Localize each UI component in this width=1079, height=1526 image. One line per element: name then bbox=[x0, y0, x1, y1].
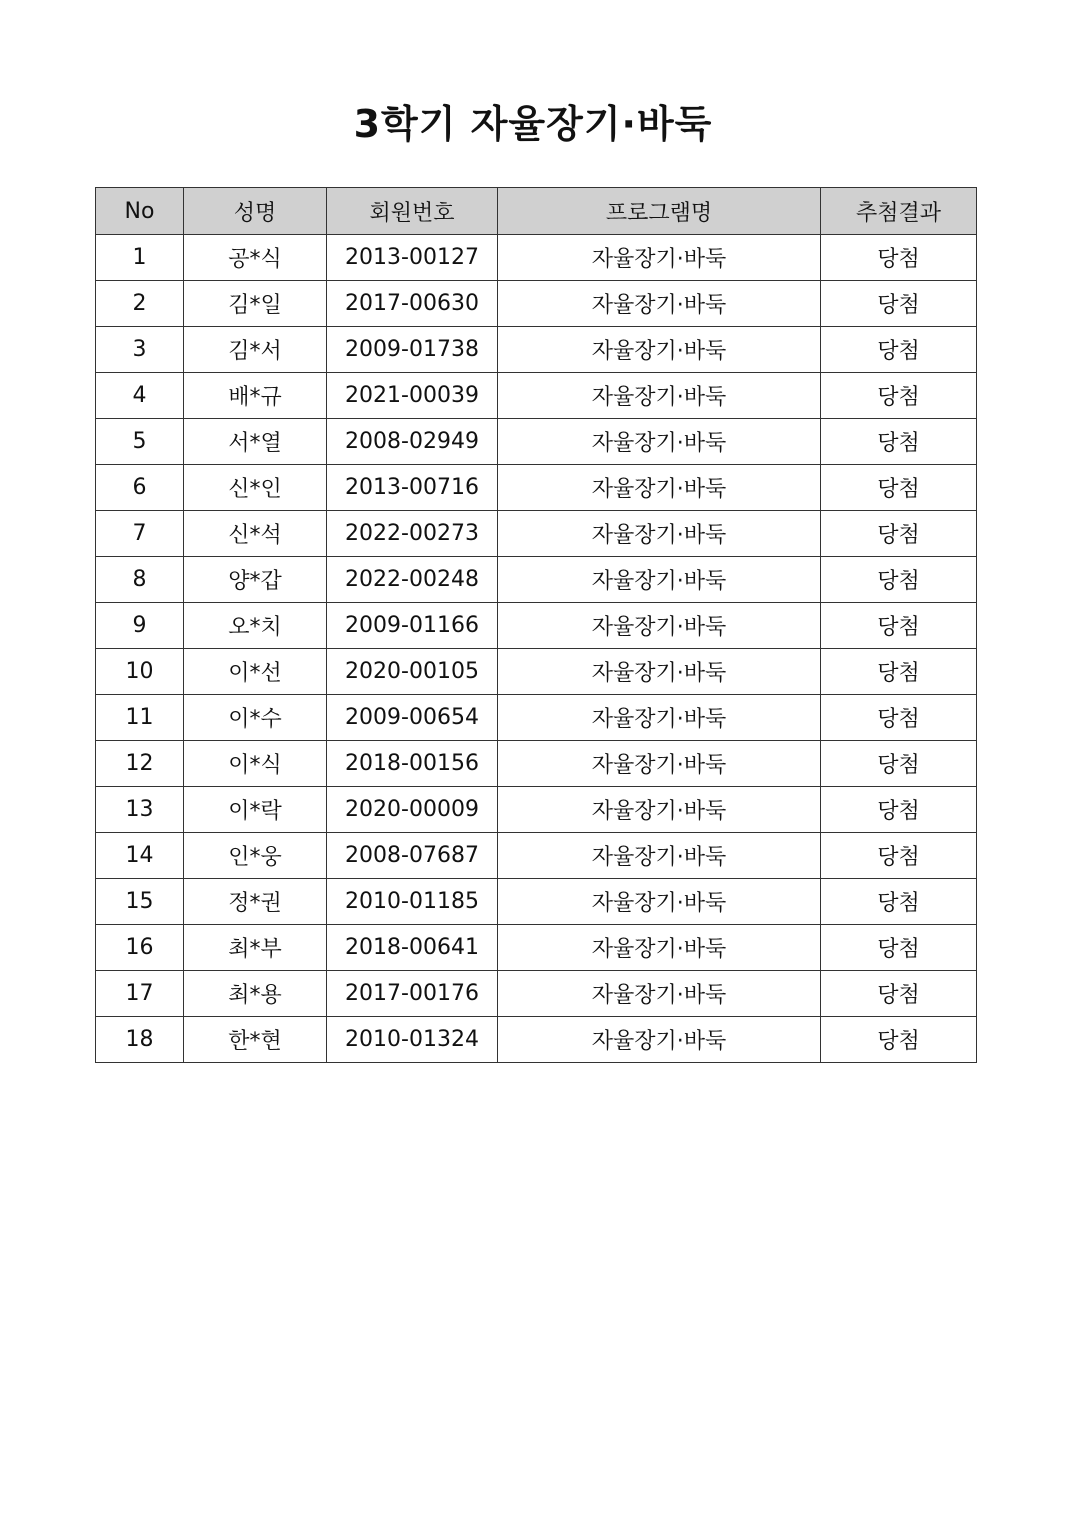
results-table bbox=[95, 187, 977, 1063]
table-row bbox=[96, 787, 977, 833]
cell-result: 당첨 bbox=[821, 833, 977, 879]
cell-program: 자율장기·바둑 bbox=[498, 557, 821, 603]
cell-result: 당첨 bbox=[821, 281, 977, 327]
cell-member-no: 2008-07687 bbox=[327, 833, 498, 879]
cell-no: 17 bbox=[96, 971, 184, 1017]
cell-member-no: 2010-01185 bbox=[327, 879, 498, 925]
table-row bbox=[96, 557, 977, 603]
header-member-no: 회원번호 bbox=[327, 188, 498, 235]
cell-result: 당첨 bbox=[821, 511, 977, 557]
cell-program: 자율장기·바둑 bbox=[498, 373, 821, 419]
cell-result: 당첨 bbox=[821, 373, 977, 419]
cell-program: 자율장기·바둑 bbox=[498, 925, 821, 971]
cell-member-no: 2017-00630 bbox=[327, 281, 498, 327]
cell-program: 자율장기·바둑 bbox=[498, 465, 821, 511]
cell-program: 자율장기·바둑 bbox=[498, 879, 821, 925]
cell-no: 12 bbox=[96, 741, 184, 787]
cell-program: 자율장기·바둑 bbox=[498, 787, 821, 833]
cell-name: 양*갑 bbox=[184, 557, 327, 603]
cell-name: 이*락 bbox=[184, 787, 327, 833]
table-row bbox=[96, 511, 977, 557]
cell-program: 자율장기·바둑 bbox=[498, 741, 821, 787]
cell-no: 14 bbox=[96, 833, 184, 879]
cell-member-no: 2010-01324 bbox=[327, 1017, 498, 1063]
cell-name: 한*현 bbox=[184, 1017, 327, 1063]
cell-result: 당첨 bbox=[821, 235, 977, 281]
cell-no: 4 bbox=[96, 373, 184, 419]
cell-result: 당첨 bbox=[821, 787, 977, 833]
cell-no: 6 bbox=[96, 465, 184, 511]
cell-no: 15 bbox=[96, 879, 184, 925]
cell-name: 최*용 bbox=[184, 971, 327, 1017]
cell-member-no: 2013-00127 bbox=[327, 235, 498, 281]
cell-name: 김*일 bbox=[184, 281, 327, 327]
cell-member-no: 2020-00009 bbox=[327, 787, 498, 833]
cell-member-no: 2009-01166 bbox=[327, 603, 498, 649]
cell-name: 김*서 bbox=[184, 327, 327, 373]
table-row bbox=[96, 879, 977, 925]
cell-member-no: 2020-00105 bbox=[327, 649, 498, 695]
cell-result: 당첨 bbox=[821, 695, 977, 741]
cell-name: 신*석 bbox=[184, 511, 327, 557]
cell-no: 5 bbox=[96, 419, 184, 465]
cell-no: 18 bbox=[96, 1017, 184, 1063]
table-body bbox=[96, 235, 977, 1063]
cell-name: 최*부 bbox=[184, 925, 327, 971]
table-row bbox=[96, 833, 977, 879]
header-no: No bbox=[96, 188, 184, 235]
table-row bbox=[96, 925, 977, 971]
header-program: 프로그램명 bbox=[498, 188, 821, 235]
cell-result: 당첨 bbox=[821, 925, 977, 971]
table-row bbox=[96, 281, 977, 327]
table-row bbox=[96, 327, 977, 373]
cell-no: 8 bbox=[96, 557, 184, 603]
cell-name: 이*수 bbox=[184, 695, 327, 741]
cell-member-no: 2018-00641 bbox=[327, 925, 498, 971]
cell-result: 당첨 bbox=[821, 741, 977, 787]
table-row bbox=[96, 741, 977, 787]
cell-result: 당첨 bbox=[821, 603, 977, 649]
cell-name: 배*규 bbox=[184, 373, 327, 419]
header-name: 성명 bbox=[184, 188, 327, 235]
cell-program: 자율장기·바둑 bbox=[498, 649, 821, 695]
cell-name: 정*권 bbox=[184, 879, 327, 925]
header-row bbox=[96, 188, 977, 235]
cell-program: 자율장기·바둑 bbox=[498, 603, 821, 649]
cell-program: 자율장기·바둑 bbox=[498, 511, 821, 557]
cell-name: 신*인 bbox=[184, 465, 327, 511]
table-row bbox=[96, 649, 977, 695]
cell-name: 오*치 bbox=[184, 603, 327, 649]
cell-no: 11 bbox=[96, 695, 184, 741]
cell-result: 당첨 bbox=[821, 465, 977, 511]
table-row bbox=[96, 465, 977, 511]
cell-no: 13 bbox=[96, 787, 184, 833]
cell-program: 자율장기·바둑 bbox=[498, 327, 821, 373]
cell-program: 자율장기·바둑 bbox=[498, 419, 821, 465]
cell-program: 자율장기·바둑 bbox=[498, 971, 821, 1017]
cell-member-no: 2022-00273 bbox=[327, 511, 498, 557]
cell-program: 자율장기·바둑 bbox=[498, 281, 821, 327]
table-row bbox=[96, 603, 977, 649]
cell-member-no: 2022-00248 bbox=[327, 557, 498, 603]
cell-program: 자율장기·바둑 bbox=[498, 695, 821, 741]
cell-member-no: 2009-00654 bbox=[327, 695, 498, 741]
table-row bbox=[96, 373, 977, 419]
cell-member-no: 2017-00176 bbox=[327, 971, 498, 1017]
cell-name: 공*식 bbox=[184, 235, 327, 281]
table-row bbox=[96, 235, 977, 281]
cell-result: 당첨 bbox=[821, 1017, 977, 1063]
cell-member-no: 2021-00039 bbox=[327, 373, 498, 419]
cell-name: 이*식 bbox=[184, 741, 327, 787]
cell-no: 2 bbox=[96, 281, 184, 327]
page-title: 3학기 자율장기·바둑 bbox=[353, 102, 713, 146]
cell-result: 당첨 bbox=[821, 971, 977, 1017]
table-row bbox=[96, 419, 977, 465]
cell-result: 당첨 bbox=[821, 649, 977, 695]
cell-member-no: 2008-02949 bbox=[327, 419, 498, 465]
cell-no: 7 bbox=[96, 511, 184, 557]
cell-no: 9 bbox=[96, 603, 184, 649]
cell-name: 이*선 bbox=[184, 649, 327, 695]
table-row bbox=[96, 971, 977, 1017]
cell-result: 당첨 bbox=[821, 557, 977, 603]
cell-no: 16 bbox=[96, 925, 184, 971]
cell-member-no: 2018-00156 bbox=[327, 741, 498, 787]
table-row bbox=[96, 1017, 977, 1063]
cell-program: 자율장기·바둑 bbox=[498, 1017, 821, 1063]
cell-no: 10 bbox=[96, 649, 184, 695]
table-row bbox=[96, 695, 977, 741]
cell-program: 자율장기·바둑 bbox=[498, 833, 821, 879]
cell-result: 당첨 bbox=[821, 419, 977, 465]
cell-member-no: 2009-01738 bbox=[327, 327, 498, 373]
header-result: 추첨결과 bbox=[821, 188, 977, 235]
table-header bbox=[96, 188, 977, 235]
cell-no: 1 bbox=[96, 235, 184, 281]
cell-name: 서*열 bbox=[184, 419, 327, 465]
cell-result: 당첨 bbox=[821, 327, 977, 373]
cell-member-no: 2013-00716 bbox=[327, 465, 498, 511]
cell-no: 3 bbox=[96, 327, 184, 373]
cell-name: 인*웅 bbox=[184, 833, 327, 879]
cell-result: 당첨 bbox=[821, 879, 977, 925]
cell-program: 자율장기·바둑 bbox=[498, 235, 821, 281]
